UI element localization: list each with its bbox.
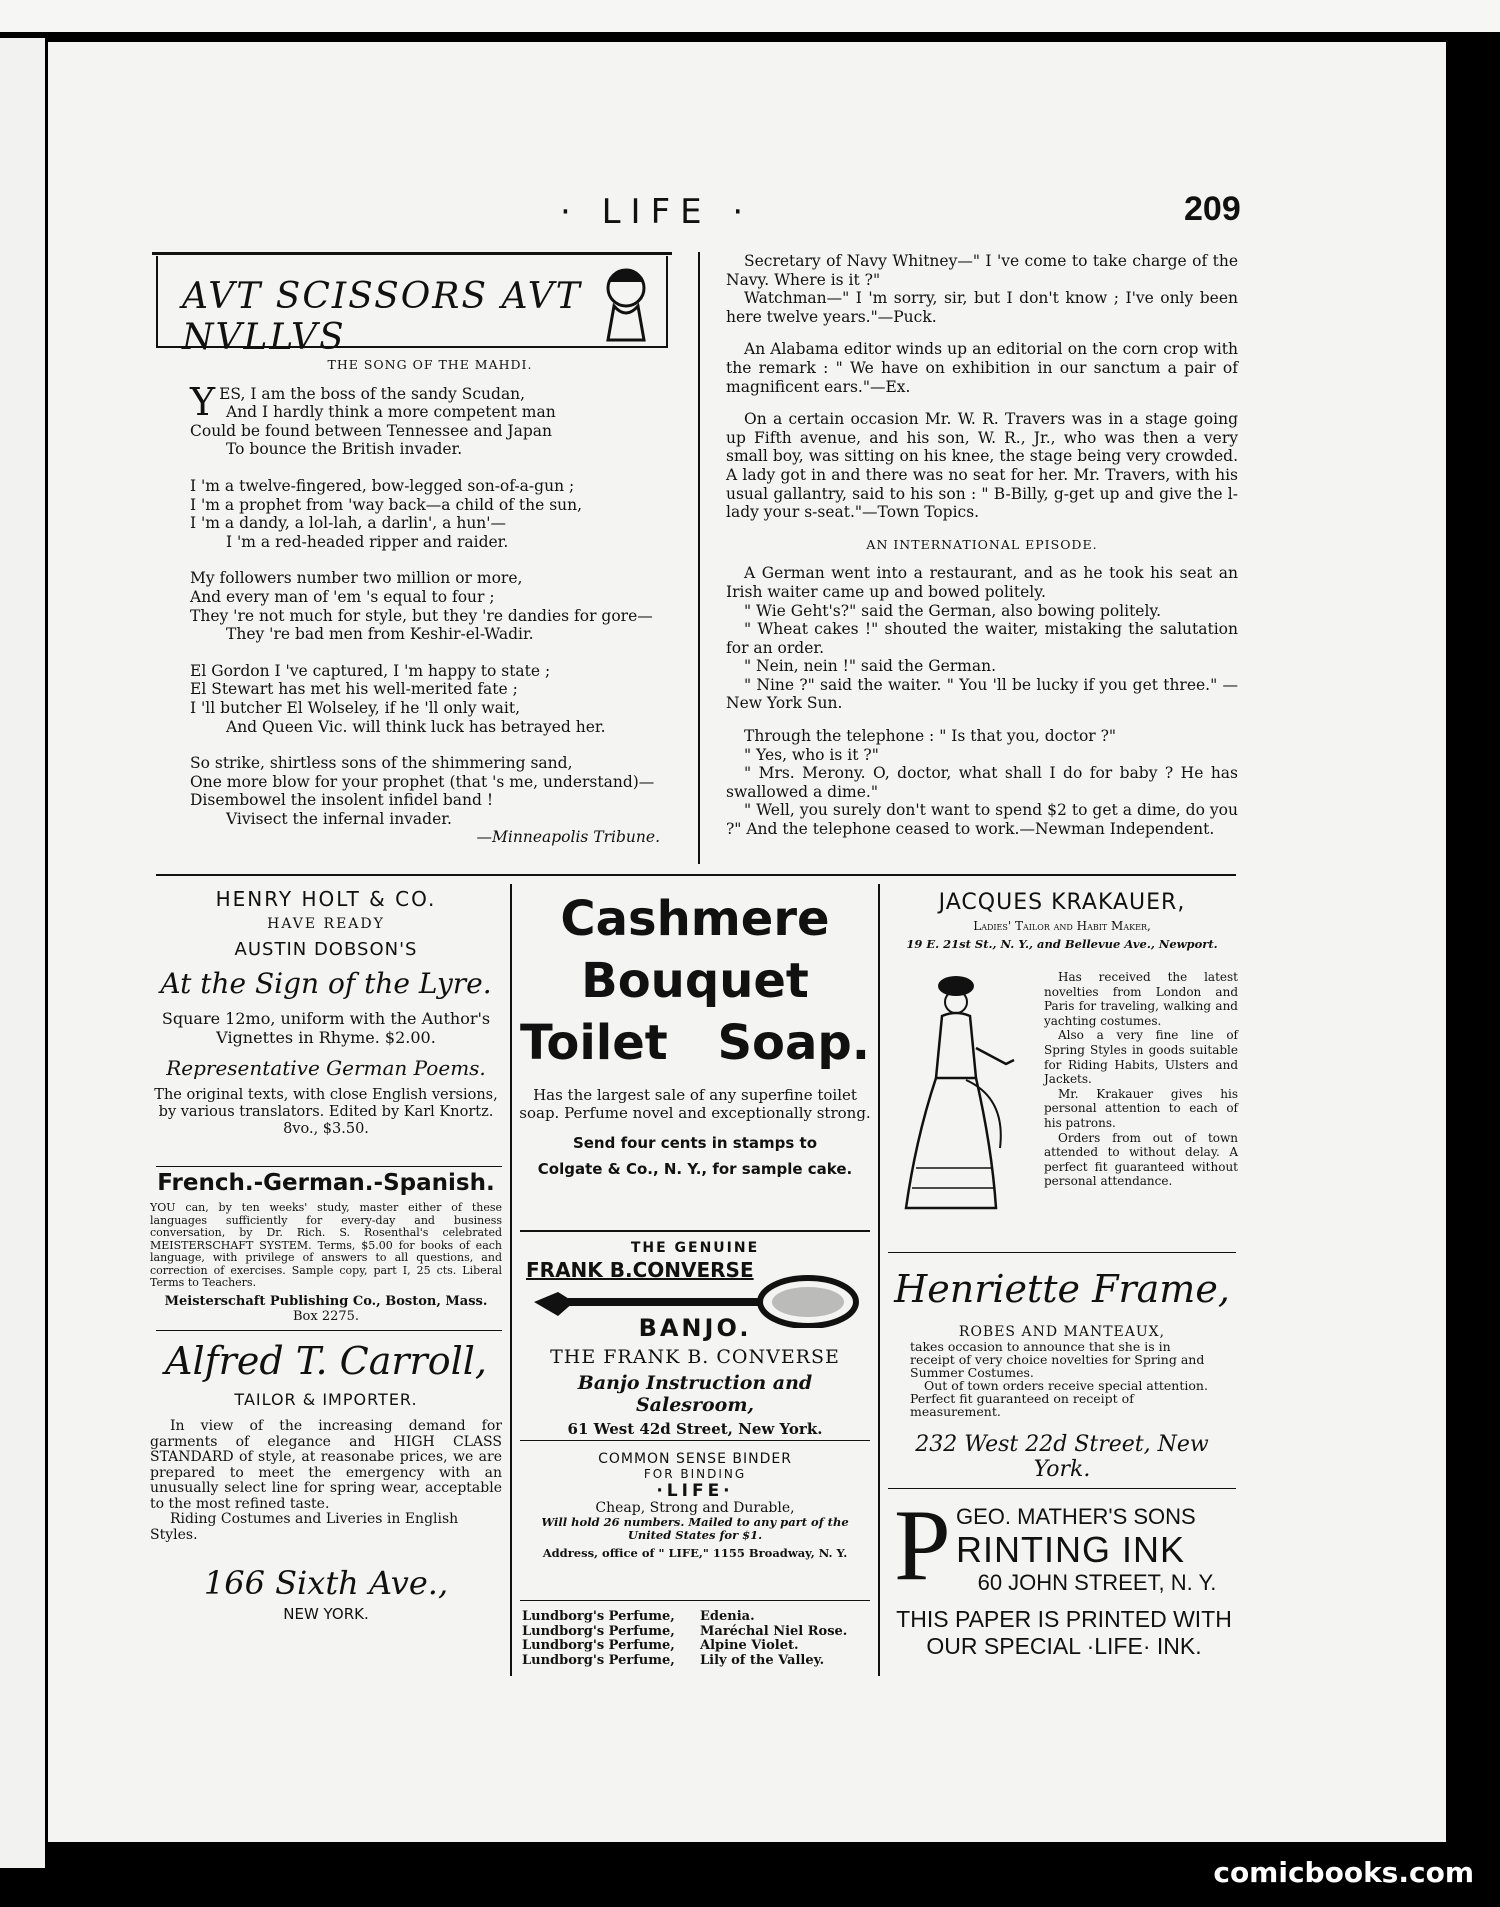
ad-lundborg <box>522 1610 872 1668</box>
poem-line: They 're not much for style, but they 're dandies for gore— <box>190 606 653 625</box>
binder-line-3: ·LIFE· <box>656 1481 734 1501</box>
ad-cashmere-soap <box>516 888 874 1074</box>
poem-stanza-4 <box>190 662 670 736</box>
ad-mather-ink <box>890 1489 1238 1660</box>
page-header-title: · LIFE · <box>560 192 754 232</box>
krakauer-address: 19 E. 21st St., N. Y., and Bellevue Ave., Newport. <box>906 937 1218 951</box>
poem-line: To bounce the British invader. <box>226 440 463 459</box>
carroll-body: In view of the increasing demand for garments of elegance and HIGH CLASS STANDARD of style, at reasonabe prices, we are prepared to meet the emergency with an unusually select line for spring wear, acceptable to the most refined taste. <box>150 1418 502 1512</box>
cashmere-line-1: Cashmere <box>560 891 830 947</box>
mather-line-4: THIS PAPER IS PRINTED WITH <box>896 1606 1232 1632</box>
poem-line: I 'm a dandy, a lol-lah, a darlin', a hun'— <box>190 514 507 533</box>
lady-head-icon <box>592 260 658 342</box>
lundborg-brand: Lundborg's Perfume, <box>522 1623 675 1639</box>
ad-binder <box>516 1452 874 1561</box>
ads-top-rule <box>156 874 1236 876</box>
mather-line-2: RINTING INK <box>956 1529 1186 1570</box>
poem-line: El Stewart has met his well-merited fate ; <box>190 680 518 699</box>
scan-right-edge <box>1446 38 1500 1907</box>
lundborg-scent: Maréchal Niel Rose. <box>700 1623 848 1639</box>
cashmere-soap: Soap. <box>717 1015 870 1071</box>
ad-krakauer <box>886 890 1238 951</box>
telephone-line: " Well, you surely don't want to spend $2 to get a dime, do you ?" And the telephone ceased to work.—Newman Independent. <box>726 801 1238 839</box>
holt-have-ready: HAVE READY <box>267 916 385 932</box>
rule <box>520 1440 870 1441</box>
episode-line: " Wheat cakes !" shouted the waiter, mistaking the salutation for an order. <box>726 620 1238 657</box>
poem-stanza-5 <box>190 754 670 828</box>
poem-line: They 're bad men from Keshir-el-Wadir. <box>226 625 534 644</box>
anecdote-travers: On a certain occasion Mr. W. R. Travers was in a stage going up Fifth avenue, and his son, W. R., Jr., who was then a very small boy, was sitting on his knee, the stage being very crowded. A lady got in and there was no seat for her. Mr. Travers, with his usual gallantry, said to his son : " B-Billy, g-get up and give the l-lady your s-seat."—Town Topics. <box>726 410 1238 522</box>
poem-line: I 'm a prophet from 'way back—a child of the sun, <box>190 495 583 514</box>
ad-alfred-carroll <box>150 1336 502 1623</box>
mather-big-p: P <box>894 1489 951 1602</box>
poem-line: And Queen Vic. will think luck has betrayed her. <box>226 717 606 736</box>
meister-title: French.-German.-Spanish. <box>157 1170 495 1196</box>
poem-line: So strike, shirtless sons of the shimmering sand, <box>190 754 573 773</box>
mahdi-poem <box>190 356 670 847</box>
lundborg-row <box>522 1625 872 1640</box>
ad-henry-holt <box>150 887 502 1138</box>
episode-line: " Nine ?" said the waiter. " You 'll be lucky if you get three." —New York Sun. <box>726 675 1238 713</box>
mather-line-5: OUR SPECIAL ·LIFE· INK. <box>926 1633 1202 1659</box>
meister-box: Box 2275. <box>292 1308 360 1324</box>
lundborg-brand: Lundborg's Perfume, <box>522 1652 675 1668</box>
cashmere-toilet: Toilet <box>520 1015 668 1071</box>
lundborg-scent: Lily of the Valley. <box>700 1652 825 1668</box>
holt-name: HENRY HOLT & CO. <box>215 887 437 911</box>
binder-line-2: FOR BINDING <box>643 1467 747 1481</box>
ad-converse-banjo <box>516 1240 874 1438</box>
krakauer-body <box>1044 970 1238 1189</box>
krakauer-role: Ladies' Tailor and Habit Maker, <box>973 919 1151 933</box>
rule <box>888 1252 1236 1253</box>
banjo-company: THE FRANK B. CONVERSE <box>550 1346 840 1368</box>
lundborg-row <box>522 1610 872 1625</box>
ad-henriette-frame <box>886 1264 1238 1482</box>
carroll-address: 166 Sixth Ave., <box>203 1564 449 1602</box>
banjo-maker: FRANK B.CONVERSE <box>526 1258 754 1282</box>
poem-dropcap: Y <box>190 379 216 424</box>
rule <box>520 1600 870 1601</box>
poem-line: I 'm a twelve-fingered, bow-legged son-of-a-gun ; <box>190 476 575 495</box>
poem-line: My followers number two million or more, <box>190 569 523 588</box>
poem-line: ES, I am the boss of the sandy Scudan, <box>219 384 526 403</box>
watermark: comicbooks.com <box>1213 1856 1474 1889</box>
cashmere-line-3 <box>516 1012 874 1074</box>
telephone-line: " Mrs. Merony. O, doctor, what shall I do for baby ? He has swallowed a dime." <box>726 764 1238 801</box>
ad-meisterschaft <box>150 1170 502 1324</box>
mather-line-1: GEO. MATHER'S SONS <box>956 1504 1196 1529</box>
banner-text: AVT SCISSORS AVT NVLLVS <box>182 276 582 358</box>
anecdote-navy-2: Watchman—" I 'm sorry, sir, but I don't know ; I've only been here twelve years."—Puck. <box>726 289 1238 326</box>
krakauer-b1: Has received the latest novelties from London and Paris for traveling, walking and yachting costumes. <box>1044 970 1238 1028</box>
anecdotes-column <box>726 252 1238 839</box>
poem-line: Could be found between Tennessee and Japan <box>190 421 553 440</box>
cashmere-line-2: Bouquet <box>581 953 809 1009</box>
holt-desc: Square 12mo, uniform with the Author's Vignettes in Rhyme. $2.00. <box>161 1009 491 1047</box>
carroll-role: TAILOR & IMPORTER. <box>234 1390 418 1409</box>
cashmere-colgate: Colgate & Co., N. Y., for sample cake. <box>537 1160 853 1178</box>
poem-title: THE SONG OF THE MAHDI. <box>327 357 533 372</box>
cashmere-desc: Has the largest sale of any superfine toilet soap. Perfume novel and exceptionally strong. <box>519 1086 871 1122</box>
rule <box>156 1166 502 1167</box>
krakauer-b4: Orders from out of town attended to without delay. A perfect fit guaranteed without personal attendance. <box>1044 1130 1238 1189</box>
poem-line: I 'll butcher El Wolseley, if he 'll only wait, <box>190 698 521 717</box>
frame-body: takes occasion to announce that she is in receipt of very choice novelties for Spring and Summer Costumes. <box>910 1339 1205 1380</box>
ads-divider-right <box>878 884 880 1676</box>
binder-line-6: Address, office of " LIFE," 1155 Broadway, N. Y. <box>542 1546 848 1560</box>
poem-line: Vivisect the infernal invader. <box>226 809 452 828</box>
anecdote-alabama: An Alabama editor winds up an editorial on the corn crop with the remark : " We have on exhibition in our sanctum a pair of magnificent ears."—Ex. <box>726 340 1238 396</box>
poem-line: One more blow for your prophet (that 's me, understand)— <box>190 772 655 791</box>
cashmere-details <box>516 1086 874 1178</box>
mather-line-3: 60 JOHN STREET, N. Y. <box>977 1570 1217 1595</box>
krakauer-b3: Mr. Krakauer gives his personal attention to each of his patrons. <box>1044 1086 1238 1130</box>
scan-left-edge <box>0 38 48 1868</box>
rule <box>156 1330 502 1331</box>
binder-line-5: Will hold 26 numbers. Mailed to any part of the United States for $1. <box>541 1515 849 1542</box>
meister-body: YOU can, by ten weeks' study, master either of these languages sufficiently for every-day and business conversation, by Dr. Rich. S. Rosenthal's celebrated MEISTERSCHAFT SYSTEM. Terms, $5.00 for books of each language, with privilege of answers to all questions, and correction of exercises. Sample copy, part I, 25 cts. Liberal Terms to Teachers. <box>150 1201 502 1289</box>
poem-stanza-3 <box>190 569 670 643</box>
scan-top-edge <box>0 0 1500 38</box>
banjo-icon <box>528 1272 868 1328</box>
holt-book2: Representative German Poems. <box>166 1056 486 1080</box>
frame-sub: ROBES AND MANTEAUX, <box>958 1324 1166 1340</box>
ads-divider-left <box>510 884 512 1676</box>
poem-stanza-1 <box>190 379 670 459</box>
binder-line-1: COMMON SENSE BINDER <box>598 1451 792 1467</box>
banjo-genuine: THE GENUINE <box>630 1240 760 1256</box>
poem-line: I 'm a red-headed ripper and raider. <box>226 532 509 551</box>
telephone-line: Through the telephone : " Is that you, doctor ?" <box>744 727 1117 746</box>
episode-title: AN INTERNATIONAL EPISODE. <box>866 536 1098 552</box>
krakauer-b2: Also a very fine line of Spring Styles in goods suitable for Riding Habits, Ulsters and Jackets. <box>1044 1028 1238 1087</box>
column-divider <box>698 252 700 864</box>
holt-book: At the Sign of the Lyre. <box>160 967 492 1000</box>
cashmere-send: Send four cents in stamps to <box>572 1134 818 1152</box>
banjo-word: BANJO. <box>638 1314 752 1342</box>
frame-name: Henriette Frame, <box>894 1267 1230 1311</box>
lundborg-scent: Edenia. <box>700 1609 755 1624</box>
page-number: 209 <box>1184 190 1241 228</box>
binder-line-4: Cheap, Strong and Durable, <box>595 1500 795 1516</box>
lundborg-scent: Alpine Violet. <box>700 1638 799 1653</box>
frame-body2: Out of town orders receive special attention. Perfect fit guaranteed on receipt of measurement. <box>910 1378 1208 1419</box>
carroll-name: Alfred T. Carroll, <box>165 1339 487 1383</box>
poem-line: Disembowel the insolent infidel band ! <box>190 791 494 810</box>
anecdote-navy-1: Secretary of Navy Whitney—" I 've come to take charge of the Navy. Where is it ?" <box>726 252 1238 289</box>
rule <box>520 1230 870 1232</box>
poem-signature: —Minneapolis Tribune. <box>476 828 660 847</box>
episode-line: " Nein, nein !" said the German. <box>744 657 997 676</box>
meister-publisher: Meisterschaft Publishing Co., Boston, Mass. <box>164 1293 488 1309</box>
krakauer-name: JACQUES KRAKAUER, <box>938 890 1186 915</box>
scissors-banner <box>156 256 668 358</box>
carroll-city: NEW YORK. <box>283 1605 369 1623</box>
poem-stanza-2 <box>190 477 670 551</box>
frame-address: 232 West 22d Street, New York. <box>915 1432 1209 1482</box>
poem-line: And every man of 'em 's equal to four ; <box>190 587 495 606</box>
holt-desc2: The original texts, with close English versions, by various translators. Edited by Karl Knortz. 8vo., $3.50. <box>154 1087 498 1137</box>
lundborg-brand: Lundborg's Perfume, <box>522 1609 675 1624</box>
lundborg-row <box>522 1639 872 1654</box>
poem-line: El Gordon I 've captured, I 'm happy to state ; <box>190 661 551 680</box>
telephone-line: " Yes, who is it ?" <box>744 745 879 764</box>
lady-dress-icon <box>896 968 1036 1224</box>
episode-line: A German went into a restaurant, and as he took his seat an Irish waiter came up and bowed politely. <box>726 564 1238 601</box>
episode-line: " Wie Geht's?" said the German, also bowing politely. <box>744 601 1162 620</box>
holt-author: AUSTIN DOBSON'S <box>234 939 418 960</box>
banjo-instruction: Banjo Instruction and Salesroom, <box>577 1372 813 1416</box>
lundborg-brand: Lundborg's Perfume, <box>522 1638 675 1653</box>
poem-line: And I hardly think a more competent man <box>226 403 556 422</box>
lundborg-row <box>522 1654 872 1669</box>
banjo-address: 61 West 42d Street, New York. <box>567 1420 823 1438</box>
carroll-body2: Riding Costumes and Liveries in English Styles. <box>150 1511 459 1543</box>
